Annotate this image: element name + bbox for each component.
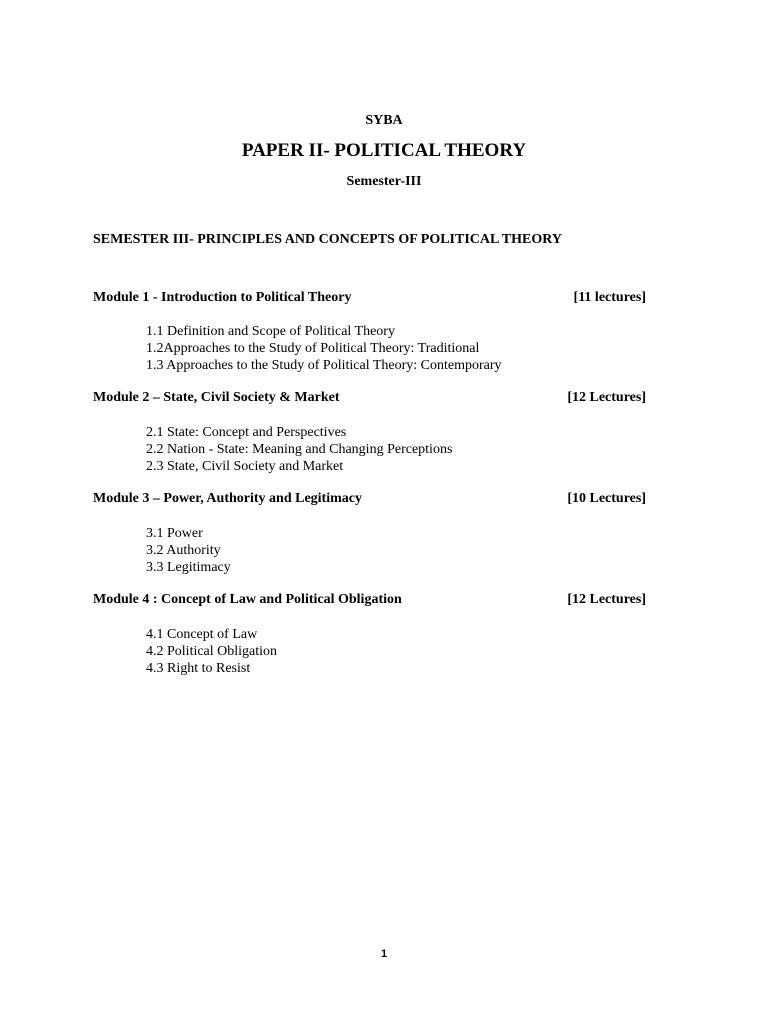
module-2-topic-2: 2.2 Nation - State: Meaning and Changing Perceptions [146,442,453,457]
section-title: SEMESTER III- PRINCIPLES AND CONCEPTS OF POLITICAL THEORY [93,232,562,247]
module-3-title: Module 3 – Power, Authority and Legitimacy [93,491,362,506]
program-heading: SYBA [365,113,403,128]
module-2-topic-3: 2.3 State, Civil Society and Market [146,459,344,474]
module-4-topic-2: 4.2 Political Obligation [146,644,278,659]
module-3-topic-3: 3.3 Legitimacy [146,560,231,575]
module-1-topic-3: 1.3 Approaches to the Study of Political Theory: Contemporary [146,358,502,373]
module-1-topic-2: 1.2Approaches to the Study of Political Theory: Traditional [146,341,480,356]
module-4-topic-1: 4.1 Concept of Law [146,627,258,642]
module-1-topic-1: 1.1 Definition and Scope of Political Theory [146,324,395,339]
module-4-lectures: [12 Lectures] [567,592,646,607]
page-number: 1 [380,948,388,960]
module-1-lectures: [11 lectures] [573,290,646,305]
module-2-lectures: [12 Lectures] [567,390,646,405]
module-3-topic-2: 3.2 Authority [146,543,221,558]
module-3-lectures: [10 Lectures] [567,491,646,506]
module-3-topic-1: 3.1 Power [146,526,203,541]
module-4-title: Module 4 : Concept of Law and Political Obligation [93,592,402,607]
module-2-title: Module 2 – State, Civil Society & Market [93,390,340,405]
module-1-title: Module 1 - Introduction to Political Theory [93,290,352,305]
module-2-topic-1: 2.1 State: Concept and Perspectives [146,425,347,440]
paper-title: PAPER II- POLITICAL THEORY [241,140,527,161]
semester-heading: Semester-III [346,174,422,189]
module-4-topic-3: 4.3 Right to Resist [146,661,251,676]
